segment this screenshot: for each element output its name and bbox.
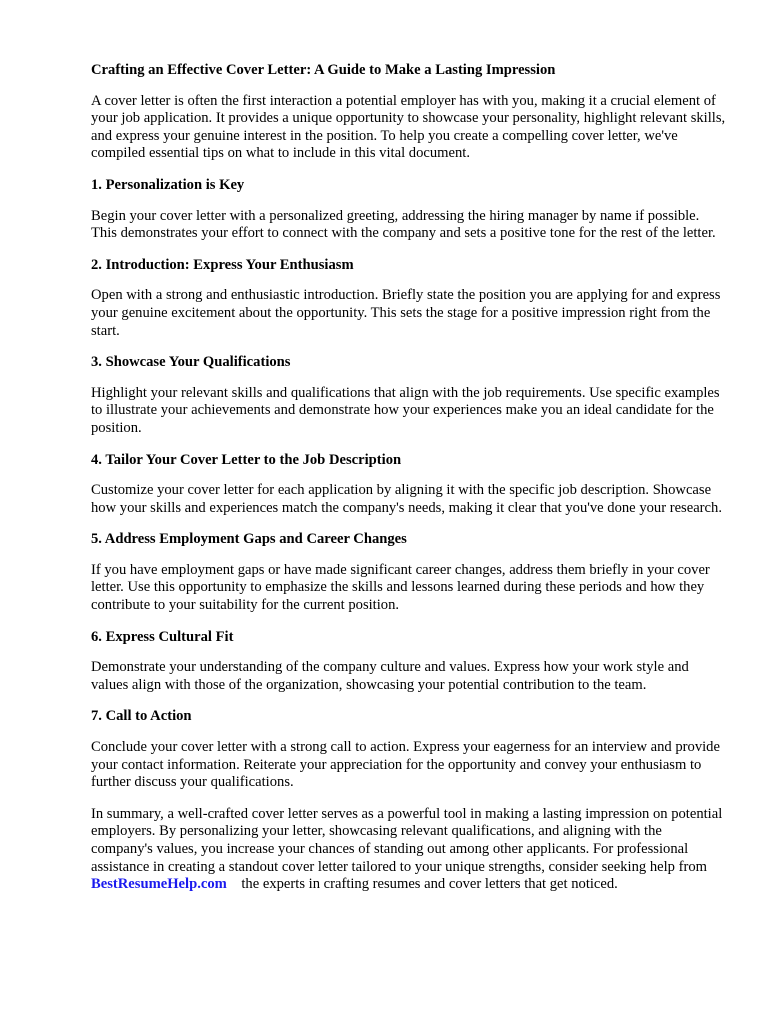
section-3 [91, 354, 726, 437]
section-5 [91, 531, 726, 614]
section-1 [91, 177, 726, 243]
section-heading: 1. Personalization is Key [91, 176, 245, 193]
section-heading: 3. Showcase Your Qualifications [91, 354, 291, 371]
section-body: If you have employment gaps or have made significant career changes, address them briefly in your cover letter. Use this opportunity to emphasize the skills and lessons learned during these periods and how they contribute to your suitability for the current position. [91, 561, 710, 614]
section-6 [91, 629, 726, 695]
document-page [91, 62, 726, 908]
section-body: Begin your cover letter with a personalized greeting, addressing the hiring manager by name if possible. This demonstrates your effort to connect with the company and sets a positive tone for the rest of the letter. [91, 207, 716, 242]
section-heading: 4. Tailor Your Cover Letter to the Job Description [91, 451, 402, 468]
section-body: Open with a strong and enthusiastic introduction. Briefly state the position you are applying for and express your genuine excitement about the opportunity. This sets the stage for a positive impression right from the start. [91, 287, 721, 339]
section-heading: 7. Call to Action [91, 708, 192, 725]
summary-text-before-link: In summary, a well-crafted cover letter serves as a powerful tool in making a lasting impression on potential employers. By personalizing your letter, showcasing relevant qualifications, and aligning with the company's values, you increase your chances of standing out among other applicants. For professional assistance in creating a standout cover letter tailored to your unique strengths, consider seeking help from [91, 805, 723, 875]
summary-text-after-link: the experts in crafting resumes and cover letters that get noticed. [241, 876, 618, 893]
section-2 [91, 257, 726, 340]
best-resume-help-link[interactable]: BestResumeHelp.com [91, 876, 227, 893]
section-7 [91, 708, 726, 791]
section-heading: 2. Introduction: Express Your Enthusiasm [91, 256, 354, 273]
section-4 [91, 452, 726, 518]
section-body: Demonstrate your understanding of the company culture and values. Express how your work style and values align with those of the organization, showcasing your potential contribution to the team. [91, 659, 689, 693]
section-body: Customize your cover letter for each application by aligning it with the specific job description. Showcase how your skills and experiences match the company's needs, making it clear that you've done your research. [91, 482, 722, 516]
section-body: Conclude your cover letter with a strong call to action. Express your eagerness for an interview and provide your contact information. Reiterate your appreciation for the opportunity and convey your enthusiasm to further discuss your qualifications. [91, 739, 720, 791]
section-body: Highlight your relevant skills and qualifications that align with the job requirements. Use specific examples to illustrate your achievements and demonstrate how your experiences make you an ideal candidate for the position. [91, 384, 720, 436]
document-title: Crafting an Effective Cover Letter: A Guide to Make a Lasting Impression [91, 62, 556, 78]
intro-paragraph: A cover letter is often the first interaction a potential employer has with you, making it a crucial element of your job application. It provides a unique opportunity to showcase your personality, highlight relevant skills, and express your genuine interest in the position. To help you create a compelling cover letter, we've compiled essential tips on what to include in this vital document. [91, 92, 726, 162]
summary-paragraph [91, 806, 726, 894]
section-heading: 6. Express Cultural Fit [91, 628, 234, 645]
section-heading: 5. Address Employment Gaps and Career Changes [91, 531, 407, 548]
